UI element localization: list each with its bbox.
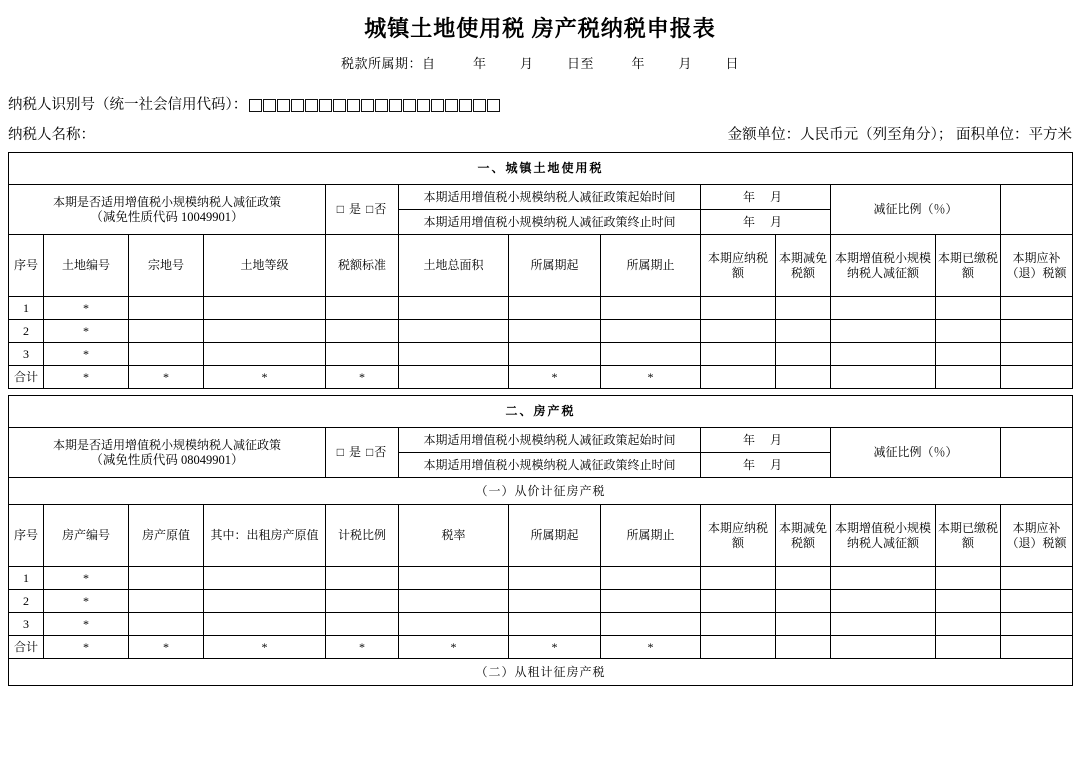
land-r0-c5[interactable] [399, 297, 509, 320]
adv-r0-c2[interactable] [129, 567, 204, 590]
adv-r0-c8[interactable] [701, 567, 776, 590]
land-total-c9[interactable] [776, 366, 831, 389]
adv-r1-c2[interactable] [129, 590, 204, 613]
adv-col-5: 税率 [399, 505, 509, 567]
land-total-c1: * [44, 366, 129, 389]
taxpayer-id-line [8, 94, 1080, 116]
rental-heading: （二）从租计征房产税 [9, 659, 1073, 686]
land-r1-c0: 2 [9, 320, 44, 343]
units-note: 金额单位：人民币元（列至角分）； 面积单位：平方米 [727, 127, 1072, 143]
adv-r0-c5[interactable] [399, 567, 509, 590]
land-col-8: 本期应纳税额 [701, 235, 776, 297]
house-policy-question: 本期是否适用增值税小规模纳税人减征政策 （减免性质代码 08049901） [9, 428, 326, 478]
land-r0-c1[interactable]: * [44, 297, 129, 320]
tax-period-end-month[interactable]: 月 [678, 56, 693, 71]
adv-total-c6: * [509, 636, 601, 659]
land-r1-c5[interactable] [399, 320, 509, 343]
adv-total-c11[interactable] [936, 636, 1001, 659]
table-row[interactable] [9, 343, 1073, 366]
land-col-4: 税额标准 [326, 235, 399, 297]
adv-r2-c9[interactable] [776, 613, 831, 636]
land-r2-c2[interactable] [129, 343, 204, 366]
adv-col-8: 本期应纳税额 [701, 505, 776, 567]
advalorem-column-header-row [9, 505, 1073, 567]
adv-r1-c1[interactable]: * [44, 590, 129, 613]
land-total-c5 [399, 366, 509, 389]
land-total-c11[interactable] [936, 366, 1001, 389]
house-policy-ratio-label: 减征比例（％） [831, 428, 1001, 478]
adv-r2-c5[interactable] [399, 613, 509, 636]
adv-r1-c7[interactable] [601, 590, 701, 613]
taxpayer-name-line [8, 124, 1080, 146]
land-r0-c4[interactable] [326, 297, 399, 320]
taxpayer-id-box[interactable] [389, 99, 402, 112]
adv-r1-c3[interactable] [204, 590, 326, 613]
house-policy-end-value[interactable]: 年 月 [701, 453, 831, 478]
land-r0-c8[interactable] [701, 297, 776, 320]
land-r1-c4[interactable] [326, 320, 399, 343]
land-total-c6: * [509, 366, 601, 389]
adv-r1-c10[interactable] [831, 590, 936, 613]
land-r0-c6[interactable] [509, 297, 601, 320]
house-policy-end-label: 本期适用增值税小规模纳税人减征政策终止时间 [399, 453, 701, 478]
house-policy-checkbox[interactable]: □ 是 □否 [326, 428, 399, 478]
land-total-row [9, 366, 1073, 389]
adv-r0-c10[interactable] [831, 567, 936, 590]
land-col-3: 土地等级 [204, 235, 326, 297]
adv-r1-c11[interactable] [936, 590, 1001, 613]
land-col-1: 土地编号 [44, 235, 129, 297]
taxpayer-id-box[interactable] [277, 99, 290, 112]
house-policy-start-value[interactable]: 年 月 [701, 428, 831, 453]
adv-col-7: 所属期止 [601, 505, 701, 567]
table-row[interactable] [9, 567, 1073, 590]
tax-declaration-form [0, 8, 1080, 764]
land-r0-c11[interactable] [936, 297, 1001, 320]
taxpayer-id-label: 纳税人识别号（统一社会信用代码）： [8, 97, 248, 113]
adv-col-2: 房产原值 [129, 505, 204, 567]
advalorem-heading: （一）从价计征房产税 [9, 478, 1073, 505]
land-r2-c11[interactable] [936, 343, 1001, 366]
land-col-5: 土地总面积 [399, 235, 509, 297]
tax-period-end-day[interactable]: 日 [725, 56, 740, 71]
taxpayer-id-input[interactable] [249, 99, 501, 112]
rental-subsection-heading-row [9, 659, 1073, 686]
adv-r2-c10[interactable] [831, 613, 936, 636]
land-col-11: 本期已缴税额 [936, 235, 1001, 297]
house-property-tax-table [8, 395, 1073, 686]
advalorem-subsection-heading-row [9, 478, 1073, 505]
adv-r2-c0: 3 [9, 613, 44, 636]
adv-col-4: 计税比例 [326, 505, 399, 567]
land-col-10: 本期增值税小规模纳税人减征额 [831, 235, 936, 297]
adv-r2-c4[interactable] [326, 613, 399, 636]
land-col-7: 所属期止 [601, 235, 701, 297]
land-col-9: 本期减免税额 [776, 235, 831, 297]
adv-col-6: 所属期起 [509, 505, 601, 567]
adv-total-c3: * [204, 636, 326, 659]
land-col-6: 所属期起 [509, 235, 601, 297]
land-r2-c7[interactable] [601, 343, 701, 366]
taxpayer-id-box[interactable] [333, 99, 346, 112]
adv-r1-c8[interactable] [701, 590, 776, 613]
land-total-c8[interactable] [701, 366, 776, 389]
page-title: 城镇土地使用税 房产税纳税申报表 [364, 16, 716, 41]
adv-r2-c2[interactable] [129, 613, 204, 636]
section-heading-row [9, 396, 1073, 428]
land-r2-c5[interactable] [399, 343, 509, 366]
land-r1-c1[interactable]: * [44, 320, 129, 343]
land-r1-c2[interactable] [129, 320, 204, 343]
adv-total-c1: * [44, 636, 129, 659]
adv-r1-c5[interactable] [399, 590, 509, 613]
tax-period-start-month[interactable]: 月 [519, 56, 534, 71]
land-r1-c9[interactable] [776, 320, 831, 343]
land-r1-c6[interactable] [509, 320, 601, 343]
adv-r1-c9[interactable] [776, 590, 831, 613]
adv-col-11: 本期已缴税额 [936, 505, 1001, 567]
land-total-c2: * [129, 366, 204, 389]
taxpayer-id-box[interactable] [375, 99, 388, 112]
land-r1-c8[interactable] [701, 320, 776, 343]
land-r0-c12[interactable] [1001, 297, 1073, 320]
land-r1-c10[interactable] [831, 320, 936, 343]
adv-r0-c4[interactable] [326, 567, 399, 590]
adv-r2-c11[interactable] [936, 613, 1001, 636]
land-r2-c12[interactable] [1001, 343, 1073, 366]
table-row[interactable] [9, 590, 1073, 613]
adv-r0-c9[interactable] [776, 567, 831, 590]
land-r2-c6[interactable] [509, 343, 601, 366]
adv-r0-c7[interactable] [601, 567, 701, 590]
adv-r0-c3[interactable] [204, 567, 326, 590]
advalorem-total-row [9, 636, 1073, 659]
section-heading-row [9, 153, 1073, 185]
land-col-2: 宗地号 [129, 235, 204, 297]
adv-total-c10[interactable] [831, 636, 936, 659]
taxpayer-id-box[interactable] [319, 99, 332, 112]
land-r2-c8[interactable] [701, 343, 776, 366]
land-policy-start-label: 本期适用增值税小规模纳税人减征政策起始时间 [399, 185, 701, 210]
adv-col-1: 房产编号 [44, 505, 129, 567]
taxpayer-id-box[interactable] [403, 99, 416, 112]
adv-r0-c11[interactable] [936, 567, 1001, 590]
land-r0-c3[interactable] [204, 297, 326, 320]
adv-col-10: 本期增值税小规模纳税人减征额 [831, 505, 936, 567]
land-r0-c0: 1 [9, 297, 44, 320]
taxpayer-id-box[interactable] [417, 99, 430, 112]
adv-total-c4: * [326, 636, 399, 659]
taxpayer-id-box[interactable] [263, 99, 276, 112]
adv-total-c2: * [129, 636, 204, 659]
adv-total-c9[interactable] [776, 636, 831, 659]
house-policy-ratio-value[interactable] [1001, 428, 1073, 478]
tax-period-line [0, 54, 1080, 74]
adv-col-0: 序号 [9, 505, 44, 567]
adv-r1-c12[interactable] [1001, 590, 1073, 613]
land-total-c3: * [204, 366, 326, 389]
section-land-heading: 一、城镇土地使用税 [9, 153, 1073, 185]
tax-period-end-year[interactable]: 年 [631, 56, 646, 71]
adv-r2-c3[interactable] [204, 613, 326, 636]
land-r0-c7[interactable] [601, 297, 701, 320]
land-policy-end-label: 本期适用增值税小规模纳税人减征政策终止时间 [399, 210, 701, 235]
land-total-c4: * [326, 366, 399, 389]
taxpayer-id-box[interactable] [431, 99, 444, 112]
land-total-c10[interactable] [831, 366, 936, 389]
land-policy-ratio-value[interactable] [1001, 185, 1073, 235]
adv-col-9: 本期减免税额 [776, 505, 831, 567]
adv-col-3: 其中：出租房产原值 [204, 505, 326, 567]
land-r1-c7[interactable] [601, 320, 701, 343]
land-r0-c10[interactable] [831, 297, 936, 320]
table-row[interactable] [9, 320, 1073, 343]
land-col-0: 序号 [9, 235, 44, 297]
table-row[interactable] [9, 297, 1073, 320]
land-r2-c10[interactable] [831, 343, 936, 366]
land-policy-question: 本期是否适用增值税小规模纳税人减征政策 （减免性质代码 10049901） [9, 185, 326, 235]
adv-total-c0: 合计 [9, 636, 44, 659]
taxpayer-name-label: 纳税人名称： [8, 127, 95, 143]
house-policy-row [9, 428, 1073, 453]
land-policy-checkbox[interactable]: □ 是 □否 [326, 185, 399, 235]
adv-r1-c6[interactable] [509, 590, 601, 613]
adv-r0-c1[interactable]: * [44, 567, 129, 590]
tax-period-label: 税款所属期：自 [340, 56, 436, 71]
taxpayer-id-box[interactable] [459, 99, 472, 112]
house-policy-start-label: 本期适用增值税小规模纳税人减征政策起始时间 [399, 428, 701, 453]
land-r2-c1[interactable]: * [44, 343, 129, 366]
adv-r2-c1[interactable]: * [44, 613, 129, 636]
adv-total-c5: * [399, 636, 509, 659]
land-total-c12[interactable] [1001, 366, 1073, 389]
land-policy-row [9, 185, 1073, 210]
adv-r0-c12[interactable] [1001, 567, 1073, 590]
taxpayer-id-box[interactable] [487, 99, 500, 112]
land-col-12: 本期应补（退）税额 [1001, 235, 1073, 297]
section-house-heading: 二、房产税 [9, 396, 1073, 428]
adv-col-12: 本期应补（退）税额 [1001, 505, 1073, 567]
taxpayer-id-box[interactable] [445, 99, 458, 112]
adv-r2-c8[interactable] [701, 613, 776, 636]
land-r2-c0: 3 [9, 343, 44, 366]
tax-period-start-year[interactable]: 年 [472, 56, 487, 71]
adv-total-c12[interactable] [1001, 636, 1073, 659]
land-r2-c3[interactable] [204, 343, 326, 366]
adv-r1-c0: 2 [9, 590, 44, 613]
adv-r0-c6[interactable] [509, 567, 601, 590]
land-use-tax-table [8, 152, 1073, 389]
adv-total-c7: * [601, 636, 701, 659]
land-r1-c3[interactable] [204, 320, 326, 343]
land-total-c0: 合计 [9, 366, 44, 389]
taxpayer-id-box[interactable] [473, 99, 486, 112]
land-r0-c2[interactable] [129, 297, 204, 320]
table-row[interactable] [9, 613, 1073, 636]
land-policy-end-value[interactable]: 年 月 [701, 210, 831, 235]
taxpayer-id-box[interactable] [249, 99, 262, 112]
taxpayer-id-box[interactable] [305, 99, 318, 112]
land-r0-c9[interactable] [776, 297, 831, 320]
adv-r0-c0: 1 [9, 567, 44, 590]
adv-r1-c4[interactable] [326, 590, 399, 613]
adv-r2-c6[interactable] [509, 613, 601, 636]
land-r2-c4[interactable] [326, 343, 399, 366]
land-policy-ratio-label: 减征比例（％） [831, 185, 1001, 235]
taxpayer-id-box[interactable] [347, 99, 360, 112]
land-column-header-row [9, 235, 1073, 297]
land-r2-c9[interactable] [776, 343, 831, 366]
land-r1-c12[interactable] [1001, 320, 1073, 343]
adv-r2-c7[interactable] [601, 613, 701, 636]
taxpayer-id-box[interactable] [361, 99, 374, 112]
land-policy-start-value[interactable]: 年 月 [701, 185, 831, 210]
adv-r2-c12[interactable] [1001, 613, 1073, 636]
tax-period-start-day[interactable]: 日至 [566, 56, 594, 71]
taxpayer-id-box[interactable] [291, 99, 304, 112]
land-total-c7: * [601, 366, 701, 389]
adv-total-c8[interactable] [701, 636, 776, 659]
land-r1-c11[interactable] [936, 320, 1001, 343]
